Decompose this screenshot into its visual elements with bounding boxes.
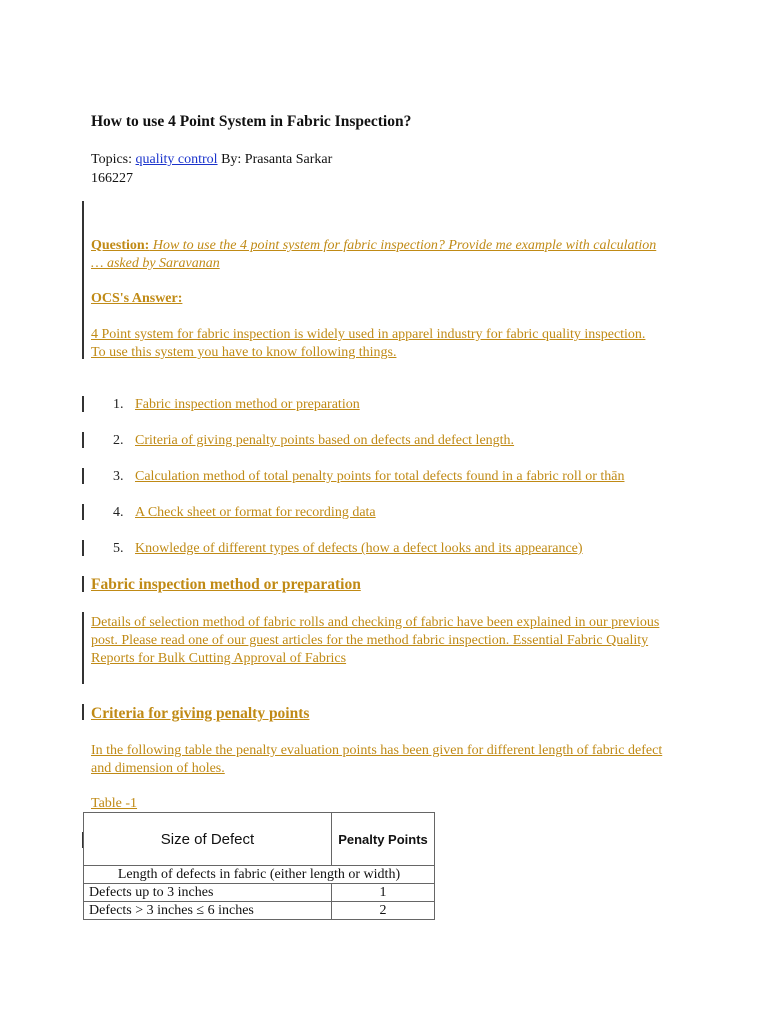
author-label: By: Prasanta Sarkar: [217, 152, 333, 167]
table-cell-size: Defects up to 3 inches: [84, 884, 332, 902]
table-row: [84, 866, 435, 884]
list-item-number: 3.: [113, 469, 124, 484]
answer-intro: 4 Point system for fabric inspection is widely used in apparel industry for fabric quality inspection. To use this system you have to know following things.: [91, 327, 646, 360]
change-bar: [82, 504, 84, 520]
list-item-label[interactable]: Criteria of giving penalty points based on defects and defect length.: [135, 433, 515, 448]
section-heading-penalty-criteria: Criteria for giving penalty points: [91, 705, 310, 722]
list-item[interactable]: [113, 505, 376, 521]
change-bar: [82, 540, 84, 556]
change-bar: [82, 612, 84, 684]
list-item[interactable]: [113, 469, 624, 485]
question-paragraph: [91, 237, 671, 273]
section-inspection-body: Details of selection method of fabric rolls and checking of fabric have been explained in our previous post. Please read one of our guest articles for the method fabric inspection. Essential Fabric Quality Reports for Bulk Cutting Approval of Fabrics: [91, 615, 660, 666]
table-cell-points: 2: [332, 902, 435, 920]
list-item-number: 5.: [113, 541, 124, 556]
list-item[interactable]: [113, 397, 360, 413]
list-item-number: 2.: [113, 433, 124, 448]
topics-label: Topics:: [91, 152, 136, 167]
table-cell-points: 1: [332, 884, 435, 902]
list-item-number: 1.: [113, 397, 124, 412]
question-text: How to use the 4 point system for fabric inspection? Provide me example with calculation … asked by Saravanan: [91, 238, 657, 271]
table-row: [84, 902, 435, 920]
change-bar: [82, 704, 84, 720]
list-item-label[interactable]: Knowledge of different types of defects (how a defect looks and its appearance): [135, 541, 583, 556]
article-meta: [91, 150, 332, 188]
penalty-points-table: [83, 812, 435, 920]
question-label: Question:: [91, 238, 150, 253]
table-group-label: Length of defects in fabric (either length or width): [84, 866, 435, 884]
table-header-row: [84, 813, 435, 866]
table-cell-size: Defects > 3 inches ≤ 6 inches: [84, 902, 332, 920]
article-id: 166227: [91, 171, 133, 186]
section-penalty-body: In the following table the penalty evaluation points has been given for different length of fabric defect and dimension of holes.: [91, 743, 663, 776]
table-caption: Table -1: [91, 796, 138, 811]
column-header-size: Size of Defect: [84, 813, 332, 866]
table-row: [84, 884, 435, 902]
change-bar: [82, 576, 84, 592]
list-item-label[interactable]: Calculation method of total penalty points for total defects found in a fabric roll or thān: [135, 469, 625, 484]
column-header-points: Penalty Points: [332, 813, 435, 866]
article-title: How to use 4 Point System in Fabric Inspection?: [91, 113, 412, 130]
list-item[interactable]: [113, 541, 583, 557]
list-item-label[interactable]: A Check sheet or format for recording data: [135, 505, 376, 520]
change-bar: [82, 201, 84, 359]
topic-link[interactable]: quality control: [135, 152, 218, 167]
section-heading-inspection-method: Fabric inspection method or preparation: [91, 576, 361, 593]
list-item-label[interactable]: Fabric inspection method or preparation: [135, 397, 360, 412]
list-item-number: 4.: [113, 505, 124, 520]
change-bar: [82, 432, 84, 448]
change-bar: [82, 396, 84, 412]
list-item[interactable]: [113, 433, 514, 449]
change-bar: [82, 468, 84, 484]
answer-heading: OCS's Answer:: [91, 291, 183, 306]
